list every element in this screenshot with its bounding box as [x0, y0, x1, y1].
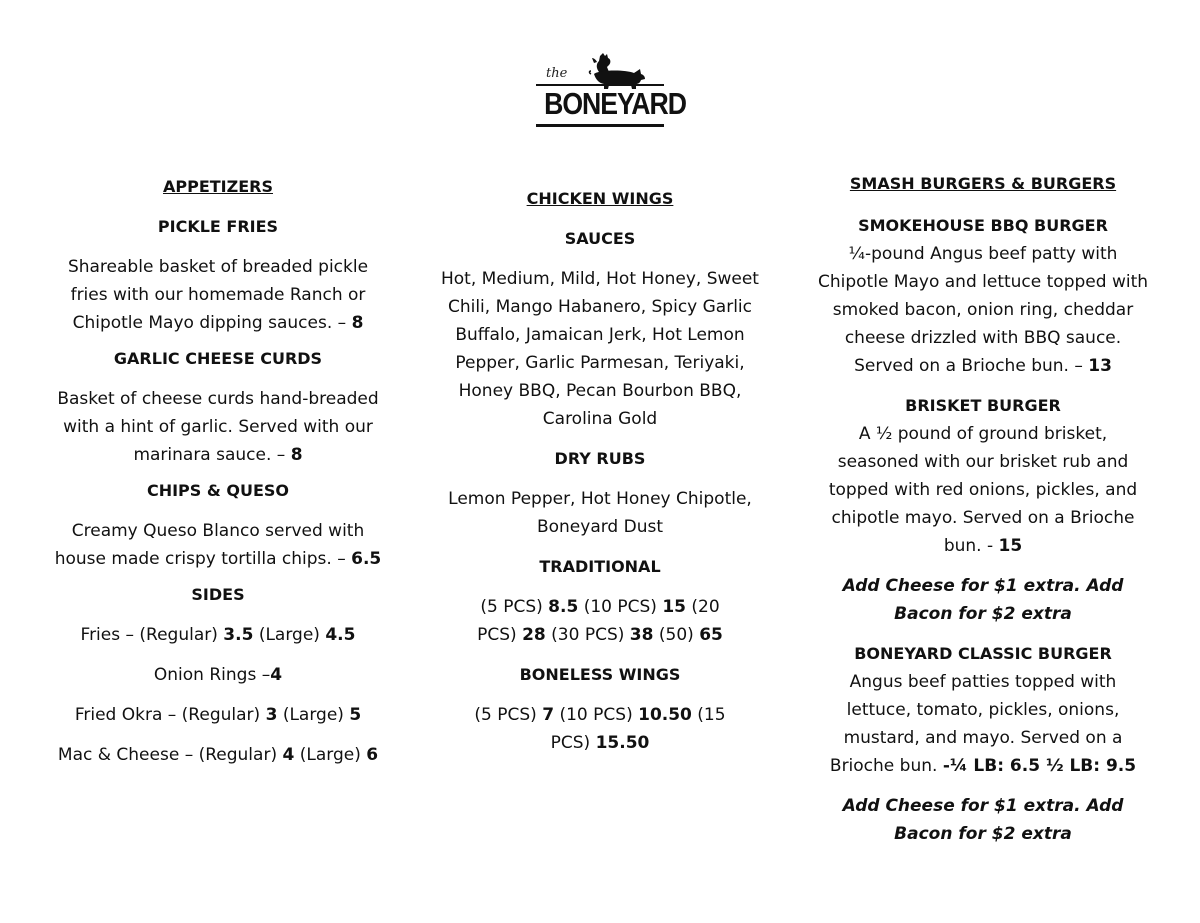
addon-note-2: Add Cheese for $1 extra. Add Bacon for $2 extra [842, 796, 1124, 844]
smokehouse-desc: ¼-pound Angus beef patty with Chipotle Mayo and lettuce topped with smoked bacon, onion ring, cheddar cheese drizzled with BBQ sauce. Served on a Brioche bun. – 13 [818, 244, 1149, 376]
side-fries: Fries – (Regular) 3.5 (Large) 4.5 [80, 625, 356, 645]
garlic-curds-name: GARLIC CHEESE CURDS [113, 349, 323, 368]
classic-name: BONEYARD CLASSIC BURGER [854, 644, 1112, 663]
logo-wordmark: BONEYARD [544, 86, 686, 121]
pickle-fries-name: PICKLE FRIES [157, 217, 279, 236]
chips-queso-desc: Creamy Queso Blanco served with house made crispy tortilla chips. – 6.5 [54, 521, 382, 569]
logo-rule-bottom [536, 124, 664, 127]
brisket-desc: A ½ pound of ground brisket, seasoned with our brisket rub and topped with red onions, pickles, and chipotle mayo. Served on a Brioche bun. - 15 [828, 424, 1138, 556]
traditional-title: TRADITIONAL [539, 557, 661, 576]
addon-note-1: Add Cheese for $1 extra. Add Bacon for $2 extra [842, 576, 1124, 624]
dry-rubs-list: Lemon Pepper, Hot Honey Chipotle, Boneyard Dust [448, 489, 752, 537]
smokehouse-price: 13 [1088, 356, 1112, 376]
logo-the: the [546, 66, 568, 81]
sauces-title: SAUCES [564, 229, 636, 248]
garlic-curds-desc: Basket of cheese curds hand-breaded with a hint of garlic. Served with our marinara sauce. – 8 [57, 389, 379, 465]
chips-queso-name: CHIPS & QUESO [146, 481, 290, 500]
sauces-list: Hot, Medium, Mild, Hot Honey, Sweet Chili, Mango Habanero, Spicy Garlic Buffalo, Jamaican Jerk, Hot Lemon Pepper, Garlic Parmesan, Teriyaki, Honey BBQ, Pecan Bourbon BBQ, Carolina Gold [441, 269, 759, 429]
boneless-prices: (5 PCS) 7 (10 PCS) 10.50 (15 PCS) 15.50 [474, 705, 726, 753]
chips-queso-price: 6.5 [351, 549, 382, 569]
appetizers-column [48, 173, 388, 769]
pickle-fries-price: 8 [351, 313, 364, 333]
wings-column [430, 185, 770, 757]
garlic-curds-price: 8 [290, 445, 303, 465]
side-onion-rings: Onion Rings –4 [153, 665, 283, 685]
burgers-column [818, 170, 1148, 848]
traditional-prices: (5 PCS) 8.5 (10 PCS) 15 (20 PCS) 28 (30 PCS) 38 (50) 65 [477, 597, 723, 645]
classic-desc: Angus beef patties topped with lettuce, tomato, pickles, onions, mustard, and mayo. Served on a Brioche bun. -¼ LB: 6.5 ½ LB: 9.5 [829, 672, 1137, 776]
sides-title: SIDES [191, 585, 245, 604]
burgers-title: SMASH BURGERS & BURGERS [849, 174, 1117, 193]
dry-rubs-title: DRY RUBS [554, 449, 646, 468]
pickle-fries-desc: Shareable basket of breaded pickle fries with our homemade Ranch or Chipotle Mayo dipping sauces. – 8 [67, 257, 369, 333]
appetizers-title: APPETIZERS [162, 177, 273, 196]
boneless-title: BONELESS WINGS [519, 665, 681, 684]
classic-price: -¼ LB: 6.5 ½ LB: 9.5 [942, 756, 1137, 776]
wings-title: CHICKEN WINGS [526, 189, 674, 208]
side-mac-cheese: Mac & Cheese – (Regular) 4 (Large) 6 [57, 745, 379, 765]
boneyard-logo [528, 48, 686, 132]
brisket-price: 15 [998, 536, 1023, 556]
side-fried-okra: Fried Okra – (Regular) 3 (Large) 5 [74, 705, 362, 725]
brisket-name: BRISKET BURGER [905, 396, 1061, 415]
smokehouse-name: SMOKEHOUSE BBQ BURGER [858, 216, 1108, 235]
